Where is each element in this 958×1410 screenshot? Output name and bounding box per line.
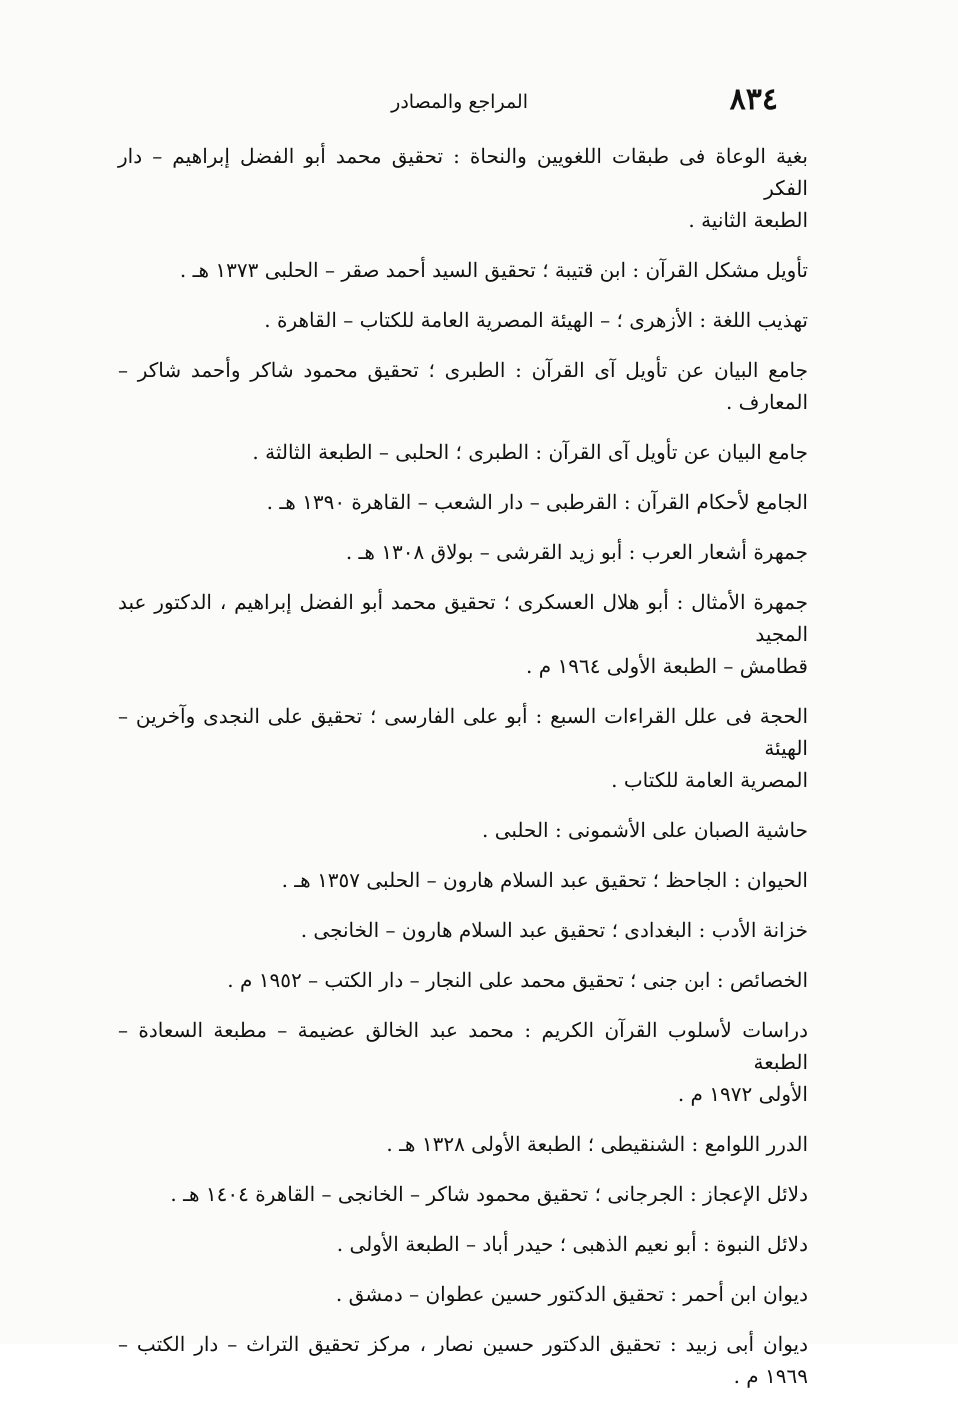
entry-continuation: المصرية العامة للكتاب . [611, 768, 808, 792]
entry-line: الجامع لأحكام القرآن : القرطبى – دار الشعب – القاهرة ١٣٩٠ هـ . [266, 490, 808, 514]
bibliography-entry [118, 700, 808, 796]
entry-continuation: الأولى ١٩٧٢ م . [677, 1082, 808, 1106]
bibliography-entry [118, 1128, 808, 1160]
entry-line: الخصائص : ابن جنى ؛ تحقيق محمد على النجار – دار الكتب – ١٩٥٢ م . [227, 968, 808, 992]
bibliography-entry [118, 436, 808, 468]
entry-line: جامع البيان عن تأويل آى القرآن : الطبرى ؛ الحلبى – الطبعة الثالثة . [252, 440, 808, 464]
bibliography-entry [118, 914, 808, 946]
entry-line: تأويل مشكل القرآن : ابن قتيبة ؛ تحقيق السيد أحمد صقر – الحلبى ١٣٧٣ هـ . [179, 258, 808, 282]
bibliography-entry [118, 304, 808, 336]
bibliography-entry [118, 140, 808, 236]
entry-line: خزانة الأدب : البغدادى ؛ تحقيق عبد السلام هارون – الخانجى . [300, 918, 808, 942]
entry-line: جمهرة الأمثال : أبو هلال العسكرى ؛ تحقيق محمد أبو الفضل إبراهيم ، الدكتور عبد المجيد [118, 590, 808, 646]
bibliography-entry [118, 1228, 808, 1260]
entry-line: ديوان أبى زبيد : تحقيق الدكتور حسين نصار ، مركز تحقيق التراث – دار الكتب – ١٩٦٩ م . [118, 1332, 808, 1388]
entry-line: حاشية الصبان على الأشمونى : الحلبى . [482, 818, 808, 842]
entry-line: بغية الوعاة فى طبقات اللغويين والنحاة : تحقيق محمد أبو الفضل إبراهيم – دار الفكر [118, 144, 808, 200]
bibliography-entry [118, 964, 808, 996]
bibliography-entry [118, 536, 808, 568]
bibliography-entry [118, 254, 808, 286]
bibliography-entry [118, 814, 808, 846]
page-header [0, 82, 958, 122]
bibliography-entry [118, 486, 808, 518]
entry-line: جامع البيان عن تأويل آى القرآن : الطبرى ؛ تحقيق محمود شاكر وأحمد شاكر – المعارف . [118, 358, 808, 414]
entry-line: دلائل الإعجاز : الجرجانى ؛ تحقيق محمود شاكر – الخانجى – القاهرة ١٤٠٤ هـ . [170, 1182, 808, 1206]
bibliography-entry [118, 1178, 808, 1210]
entry-continuation: الطبعة الثانية . [688, 208, 808, 232]
entry-line: دلائل النبوة : أبو نعيم الذهبى ؛ حيدر أباد – الطبعة الأولى . [336, 1232, 808, 1256]
bibliography-entry [118, 1328, 808, 1392]
entry-line: الحيوان : الجاحظ ؛ تحقيق عبد السلام هارون – الحلبى ١٣٥٧ هـ . [281, 868, 808, 892]
entry-line: الحجة فى علل القراءات السبع : أبو على الفارسى ؛ تحقيق على النجدى وآخرين – الهيئة [118, 704, 808, 760]
entry-continuation: قطامش – الطبعة الأولى ١٩٦٤ م . [526, 654, 808, 678]
entry-line: تهذيب اللغة : الأزهرى ؛ – الهيئة المصرية العامة للكتاب – القاهرة . [264, 308, 808, 332]
entry-line: دراسات لأسلوب القرآن الكريم : محمد عبد الخالق عضيمة – مطبعة السعادة – الطبعة [118, 1018, 808, 1074]
page-number: ٨٣٤ [729, 82, 778, 117]
bibliography-entry [118, 1278, 808, 1310]
entry-line: ديوان ابن أحمر : تحقيق الدكتور حسين عطوان – دمشق . [335, 1282, 808, 1306]
bibliography-entry [118, 586, 808, 682]
bibliography-entry [118, 1014, 808, 1110]
entry-line: الدرر اللوامع : الشنقيطى ؛ الطبعة الأولى ١٣٢٨ هـ . [386, 1132, 808, 1156]
entry-line: جمهرة أشعار العرب : أبو زيد القرشى – بولاق ١٣٠٨ هـ . [345, 540, 808, 564]
bibliography-entry [118, 354, 808, 418]
bibliography-entry [118, 864, 808, 896]
running-title: المراجع والمصادر [391, 91, 528, 113]
bibliography-list [118, 140, 808, 1410]
